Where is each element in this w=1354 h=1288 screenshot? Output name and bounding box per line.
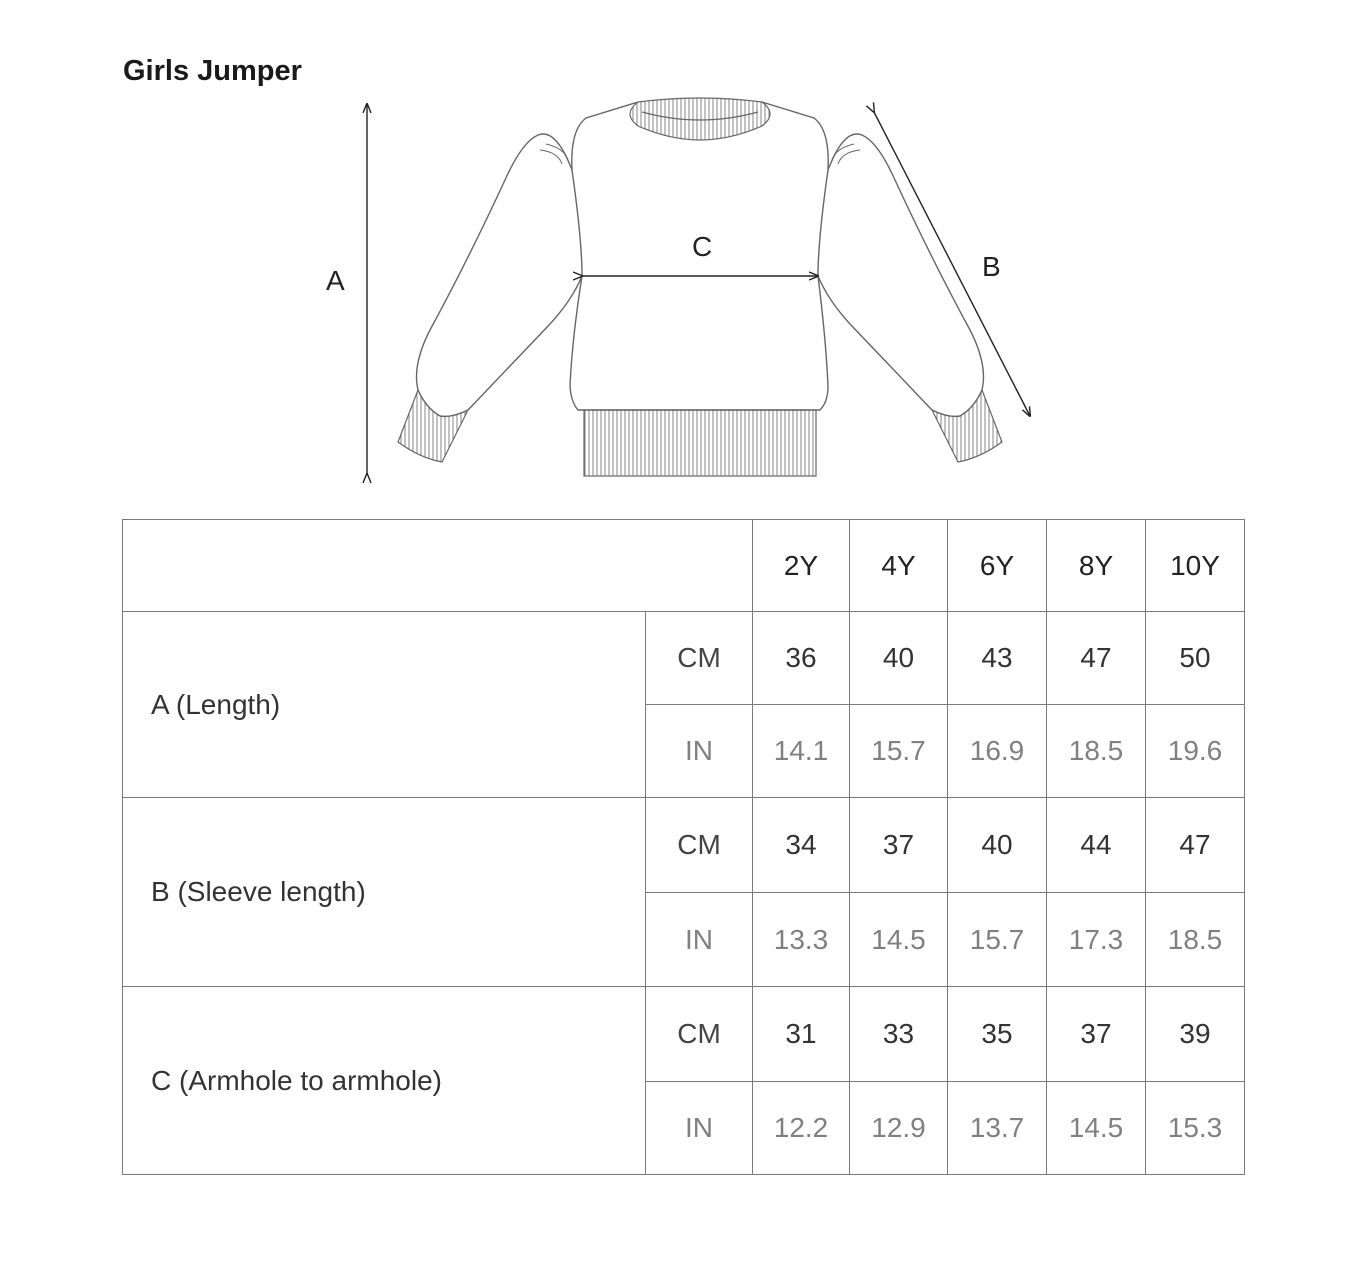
table-cell: 37 [850, 798, 948, 893]
table-cell: 14.5 [1047, 1082, 1146, 1175]
table-cell: 13.7 [948, 1082, 1047, 1175]
unit-cm: CM [646, 612, 753, 705]
length-cm-row [123, 612, 1245, 705]
table-cell: 15.7 [948, 893, 1047, 987]
table-cell: 40 [948, 798, 1047, 893]
size-header-10y: 10Y [1146, 520, 1245, 612]
sleeve-label: B (Sleeve length) [123, 798, 646, 987]
table-cell: 43 [948, 612, 1047, 705]
jumper-ribbing [398, 98, 1002, 476]
table-cell: 19.6 [1146, 705, 1245, 798]
table-cell: 13.3 [753, 893, 850, 987]
table-cell: 47 [1146, 798, 1245, 893]
table-cell: 50 [1146, 612, 1245, 705]
table-cell: 36 [753, 612, 850, 705]
table-cell: 12.9 [850, 1082, 948, 1175]
unit-in: IN [646, 1082, 753, 1175]
unit-in: IN [646, 705, 753, 798]
unit-in: IN [646, 893, 753, 987]
table-cell: 14.1 [753, 705, 850, 798]
table-cell: 44 [1047, 798, 1146, 893]
table-cell: 15.7 [850, 705, 948, 798]
table-cell: 18.5 [1146, 893, 1245, 987]
size-header-8y: 8Y [1047, 520, 1146, 612]
size-chart-table [122, 519, 1245, 1175]
jumper-diagram [300, 90, 1060, 490]
size-header-6y: 6Y [948, 520, 1047, 612]
length-label: A (Length) [123, 612, 646, 798]
chest-label: C (Armhole to armhole) [123, 987, 646, 1175]
label-c: C [692, 231, 713, 262]
table-cell: 14.5 [850, 893, 948, 987]
table-cell: 31 [753, 987, 850, 1082]
header-blank-cell [123, 520, 753, 612]
table-cell: 34 [753, 798, 850, 893]
table-cell: 16.9 [948, 705, 1047, 798]
chest-cm-row [123, 987, 1245, 1082]
table-cell: 35 [948, 987, 1047, 1082]
unit-cm: CM [646, 798, 753, 893]
table-cell: 12.2 [753, 1082, 850, 1175]
size-header-4y: 4Y [850, 520, 948, 612]
table-cell: 17.3 [1047, 893, 1146, 987]
sleeve-arrow [874, 112, 1030, 416]
table-cell: 47 [1047, 612, 1146, 705]
table-cell: 15.3 [1146, 1082, 1245, 1175]
table-cell: 39 [1146, 987, 1245, 1082]
unit-cm: CM [646, 987, 753, 1082]
size-header-row [123, 520, 1245, 612]
table-cell: 18.5 [1047, 705, 1146, 798]
table-cell: 37 [1047, 987, 1146, 1082]
size-header-2y: 2Y [753, 520, 850, 612]
label-a: A [326, 265, 345, 296]
page-title: Girls Jumper [123, 55, 302, 87]
sleeve-cm-row [123, 798, 1245, 893]
table-cell: 40 [850, 612, 948, 705]
table-cell: 33 [850, 987, 948, 1082]
label-b: B [982, 251, 1001, 282]
